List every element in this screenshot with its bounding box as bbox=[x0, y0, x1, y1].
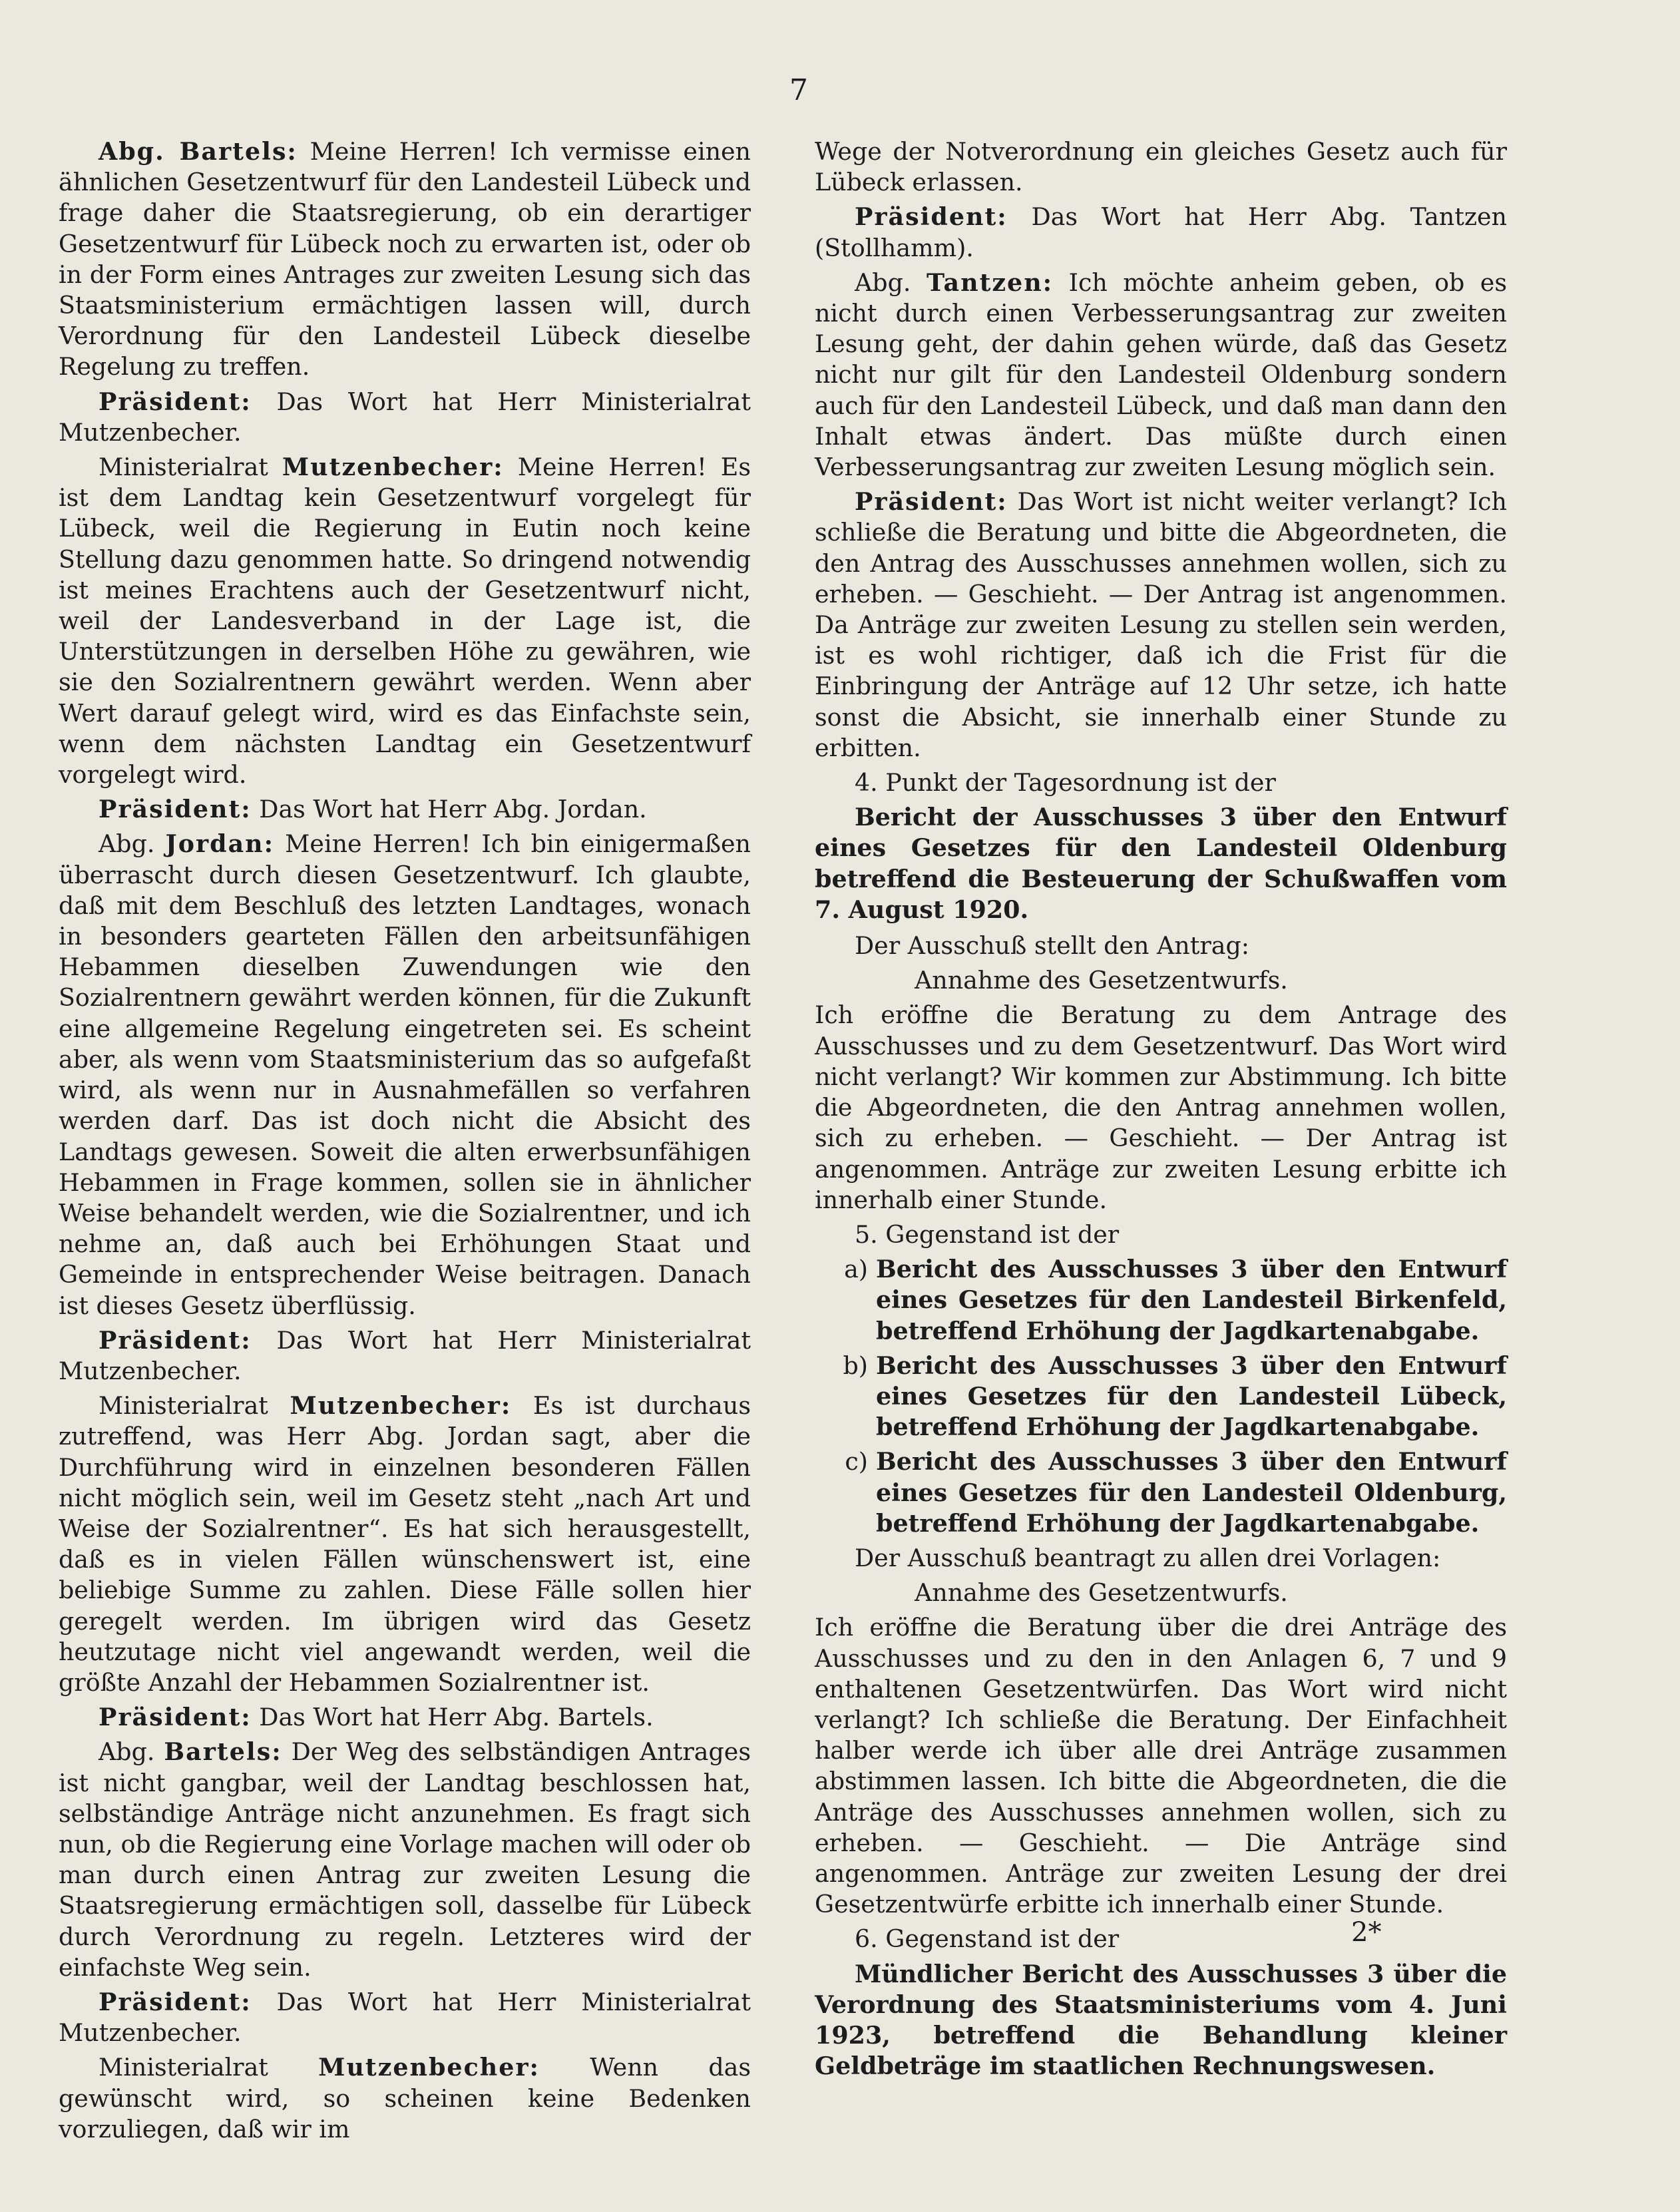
speaker: Jordan: bbox=[165, 829, 275, 859]
list-item: b) Bericht des Ausschusses 3 über den Entwurf eines Gesetzes für den Landesteil Lübeck, betreffend Erhöhung der Jagdkartenabgabe. bbox=[843, 1351, 1507, 1442]
speaker: Präsident: bbox=[99, 1987, 252, 2016]
paragraph: Präsident: Das Wort hat Herr Abg. Tantzen (Stollhamm). bbox=[815, 202, 1507, 262]
right-column bbox=[815, 136, 1507, 2087]
paragraph: Abg. Jordan: Meine Herren! Ich bin einigermaßen überrascht durch diesen Gesetzentwurf. Ich glaubte, daß mit dem Beschluß des letzten Landtages, wonach in besonders gearteten Fällen den arbeitsunfähigen Hebammen dieselben Zuwendungen wie den Sozialrentnern gewährt werden können, für die Zukunft eine allgemeine Regelung eingetreten sei. Es scheint aber, als wenn vom Staatsministerium das so aufgefaßt wird, als wenn nur in Ausnahmefällen so verfahren werden darf. Das ist doch nicht die Absicht des Landtags gewesen. Soweit die alten erwerbsunfähigen Hebammen in Frage kommen, sollen sie in ähnlicher Weise behandelt werden, wie die Sozialrentner, und ich nehme an, daß auch bei Erhöhungen Staat und Gemeinde in entsprechender Weise beitragen. Danach ist dieses Gesetz überflüssig. bbox=[59, 829, 751, 1320]
paragraph: Präsident: Das Wort hat Herr Abg. Jordan. bbox=[99, 795, 647, 824]
paragraph: Abg. Bartels: Der Weg des selbständigen Antrages ist nicht gangbar, weil der Landtag beschlossen hat, selbständige Anträge nicht anzunehmen. Es fragt sich nun, ob die Regierung eine Vorlage machen will oder ob man durch einen Antrag zur zweiten Lesung die Staatsregierung ermächtigen soll, dasselbe für Lübeck durch Verordnung zu regeln. Letzteres wird der einfachste Weg sein. bbox=[59, 1737, 751, 1982]
paragraph: Ministerialrat Mutzenbecher: Es ist durchaus zutreffend, was Herr Abg. Jordan sagt, aber die Durchführung wird in einzelnen besonderen Fällen nicht möglich sein, weil im Gesetz steht „nach Art und Weise der Sozialrentner“. Es hat sich herausgestellt, daß es in vielen Fällen wünschenswert ist, eine beliebige Summe zu zahlen. Diese Fälle sollen hier geregelt werden. Im übrigen wird das Gesetz heutzutage nicht viel angewandt werden, weil die größte Anzahl der Hebammen Sozialrentner ist. bbox=[59, 1391, 751, 1697]
speaker: Präsident: bbox=[99, 1703, 252, 1732]
paragraph: Ich eröffne die Beratung zu dem Antrage des Ausschusses und zu dem Gesetzentwurf. Das Wort wird nicht verlangt? Wir kommen zur Abstimmung. Ich bitte die Abgeordneten, die den Antrag annehmen wollen, sich zu erheben. — Geschieht. — Der Antrag ist angenommen. Anträge zur zweiten Lesung erbitte ich innerhalb einer Stunde. bbox=[815, 1000, 1507, 1214]
agenda-item: 6. Gegenstand ist der bbox=[855, 1924, 1120, 1954]
report-title: Mündlicher Bericht des Ausschusses 3 über die Verordnung des Staatsministeriums vom 4. Juni 1923, betreffend die Behandlung kleiner Geldbeträge im staatlichen Rechnungswesen. bbox=[815, 1959, 1507, 2081]
speaker: Abg. Bartels: bbox=[99, 137, 298, 166]
motion-intro: Der Ausschuß stellt den Antrag: bbox=[855, 931, 1250, 961]
speaker: Präsident: bbox=[99, 795, 252, 824]
speaker: Präsident: bbox=[855, 202, 1008, 232]
paragraph: Präsident: Das Wort hat Herr Ministerialrat Mutzenbecher. bbox=[59, 1325, 751, 1385]
paragraph: Präsident: Das Wort ist nicht weiter verlangt? Ich schließe die Beratung und bitte die Abgeordneten, die den Antrag des Ausschusses annehmen wollen, sich zu erheben. — Geschieht. — Der Antrag ist angenommen. Da Anträge zur zweiten Lesung zu stellen sein werden, ist es wohl richtiger, daß ich die Frist für die Einbringung der Anträge auf 12 Uhr setze, ich hatte sonst die Absicht, sie innerhalb einer Stunde zu erbitten. bbox=[815, 487, 1507, 762]
paragraph: Präsident: Das Wort hat Herr Ministerialrat Mutzenbecher. bbox=[59, 1987, 751, 2048]
signature-mark: 2* bbox=[1351, 1917, 1382, 1948]
speaker: Mutzenbecher: bbox=[290, 1391, 512, 1421]
paragraph: Abg. Tantzen: Ich möchte anheim geben, ob es nicht durch einen Verbesserungsantrag zur zweiten Lesung geht, der dahin gehen würde, daß das Gesetz nicht nur gilt für den Landesteil Oldenburg sondern auch für den Landesteil Lübeck, und daß man dann den Inhalt etwas ändert. Das müßte durch einen Verbesserungsantrag zur zweiten Lesung möglich sein. bbox=[815, 268, 1507, 482]
speaker: Bartels: bbox=[164, 1737, 282, 1767]
speaker: Tantzen: bbox=[926, 268, 1054, 297]
list-item: c) Bericht des Ausschusses 3 über den Entwurf eines Gesetzes für den Landesteil Oldenburg, betreffend Erhöhung der Jagdkartenabgabe. bbox=[845, 1447, 1507, 1538]
paragraph: Präsident: Das Wort hat Herr Abg. Bartels. bbox=[99, 1703, 654, 1732]
speaker: Mutzenbecher: bbox=[318, 2053, 540, 2082]
paragraph: Ministerialrat Mutzenbecher: Meine Herren! Es ist dem Landtag kein Gesetzentwurf vorgelegt für Lübeck, weil die Regierung in Eutin noch keine Stellung dazu genommen hatte. So dringend notwendig ist meines Erachtens auch der Gesetzentwurf nicht, weil der Landesverband in der Lage ist, die Unterstützungen in derselben Höhe zu gewähren, wie sie den Sozialrentnern gewährt werden. Wenn aber Wert darauf gelegt wird, wird es das Einfachste sein, wenn dem nächsten Landtag ein Gesetzentwurf vorgelegt wird. bbox=[59, 453, 751, 789]
left-column bbox=[59, 136, 751, 2149]
paragraph: Abg. Bartels: Meine Herren! Ich vermisse einen ähnlichen Gesetzentwurf für den Landesteil Lübeck und frage daher die Staatsregierung, ob ein derartiger Gesetzentwurf für Lübeck noch zu erwarten ist, oder ob in der Form eines Antrages zur zweiten Lesung sich das Staatsministerium ermächtigen lassen will, durch Verordnung für den Landesteil Lübeck dieselbe Regelung zu treffen. bbox=[59, 137, 751, 381]
paragraph: Wege der Notverordnung ein gleiches Gesetz auch für Lübeck erlassen. bbox=[815, 137, 1507, 197]
agenda-item: 5. Gegenstand ist der bbox=[855, 1219, 1120, 1249]
motion-intro: Der Ausschuß beantragt zu allen drei Vorlagen: bbox=[855, 1543, 1441, 1572]
motion-text: Annahme des Gesetzentwurfs. bbox=[915, 1578, 1288, 1608]
report-title: Bericht der Ausschusses 3 über den Entwurf eines Gesetzes für den Landesteil Oldenburg betreffend die Besteuerung der Schußwaffen vom 7. August 1920. bbox=[815, 803, 1507, 924]
speaker: Präsident: bbox=[99, 387, 252, 416]
speaker: Mutzenbecher: bbox=[282, 453, 504, 482]
page-number: 7 bbox=[789, 73, 808, 107]
speaker: Präsident: bbox=[855, 487, 1008, 517]
list-item: a) Bericht des Ausschusses 3 über den Entwurf eines Gesetzes für den Landesteil Birkenfeld, betreffend Erhöhung der Jagdkartenabgabe. bbox=[844, 1255, 1507, 1345]
paragraph: Präsident: Das Wort hat Herr Ministerialrat Mutzenbecher. bbox=[59, 387, 751, 447]
speaker: Präsident: bbox=[99, 1325, 252, 1355]
motion-text: Annahme des Gesetzentwurfs. bbox=[915, 966, 1288, 995]
paragraph: Ministerialrat Mutzenbecher: Wenn das gewünscht wird, so scheinen keine Bedenken vorzuliegen, daß wir im bbox=[59, 2053, 751, 2143]
paragraph: Ich eröffne die Beratung über die drei Anträge des Ausschusses und zu den in den Anlagen 6, 7 und 9 enthaltenen Gesetzentwürfen. Das Wort wird nicht verlangt? Ich schließe die Beratung. Der Einfachheit halber werde ich über alle drei Anträge zusammen abstimmen lassen. Ich bitte die Abgeordneten, die die Anträge des Ausschusses annehmen wollen, sich zu erheben. — Geschieht. — Die Anträge sind angenommen. Anträge zur zweiten Lesung der drei Gesetzentwürfe erbitte ich innerhalb einer Stunde. bbox=[815, 1613, 1507, 1919]
agenda-item: 4. Punkt der Tagesordnung ist der bbox=[855, 768, 1276, 797]
